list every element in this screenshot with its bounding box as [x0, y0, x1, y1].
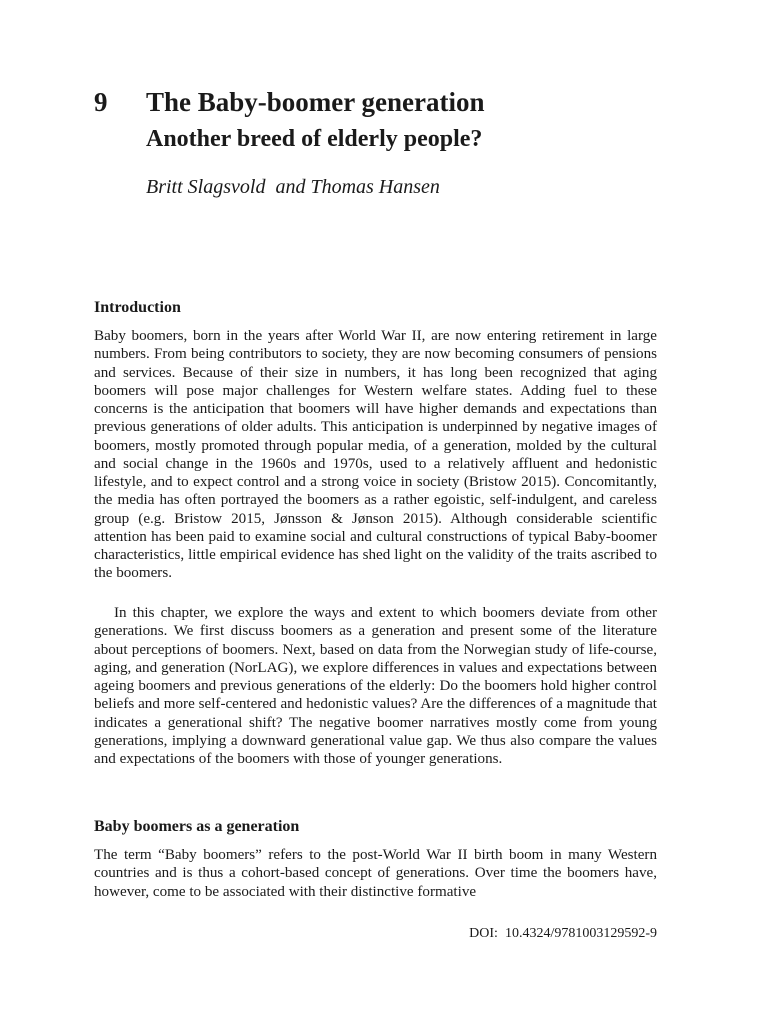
chapter-subtitle: Another breed of elderly people? — [146, 126, 483, 152]
section-heading-baby-boomers-as-a-generation: Baby boomers as a generation — [94, 818, 300, 835]
chapter-number: 9 — [94, 87, 108, 117]
doi-footer: DOI: 10.4324/9781003129592-9 — [469, 926, 657, 941]
chapter-title: The Baby-boomer generation — [146, 87, 485, 117]
chapter-authors: Britt Slagsvold and Thomas Hansen — [146, 176, 440, 198]
body-paragraph: The term “Baby boomers” refers to the post-World War II birth boom in many Western countries and is thus a cohort-based concept of generations. Over time the boomers have, however, come to be associated with their distinctive formative — [94, 847, 657, 900]
section-heading-introduction: Introduction — [94, 299, 181, 316]
body-paragraph: In this chapter, we explore the ways and extent to which boomers deviate from other generations. We first discuss boomers as a generation and present some of the literature about perceptions of boomers. Next, based on data from the Norwegian study of life-course, aging, and generation (NorLAG), we explore differences in values and expectations between ageing boomers and previous generations of the elderly: Do the boomers hold higher control beliefs and more self-centered and hedonistic values? Are the differences of a magnitude that indicates a generational shift? The negative boomer narratives mostly come from young generations, implying a downward generational value gap. We thus also compare the values and expectations of the boomers with those of younger generations. — [94, 605, 657, 767]
body-paragraph: Baby boomers, born in the years after World War II, are now entering retirement in large numbers. From being contributors to society, they are now becoming consumers of pensions and services. Because of their size in numbers, it has long been recognized that aging boomers will pose major challenges for Western welfare states. Adding fuel to these concerns is the anticipation that boomers will have higher demands and expectations than previous generations of older adults. This anticipation is underpinned by negative images of boomers, mostly promoted through popular media, of a generation, molded by the cultural and social change in the 1960s and 1970s, used to a relatively affluent and hedonistic lifestyle, and to expect control and a strong voice in society (Bristow 2015). Concomitantly, the media has often portrayed the boomers as a rather egoistic, self-indulgent, and careless group (e.g. Bristow 2015, Jønsson & Jønson 2015). Although considerable scientific attention has been paid to examine social and cultural constructions of typical Baby-boomer characteristics, little empirical evidence has shed light on the validity of the traits ascribed to the boomers. — [94, 328, 657, 582]
